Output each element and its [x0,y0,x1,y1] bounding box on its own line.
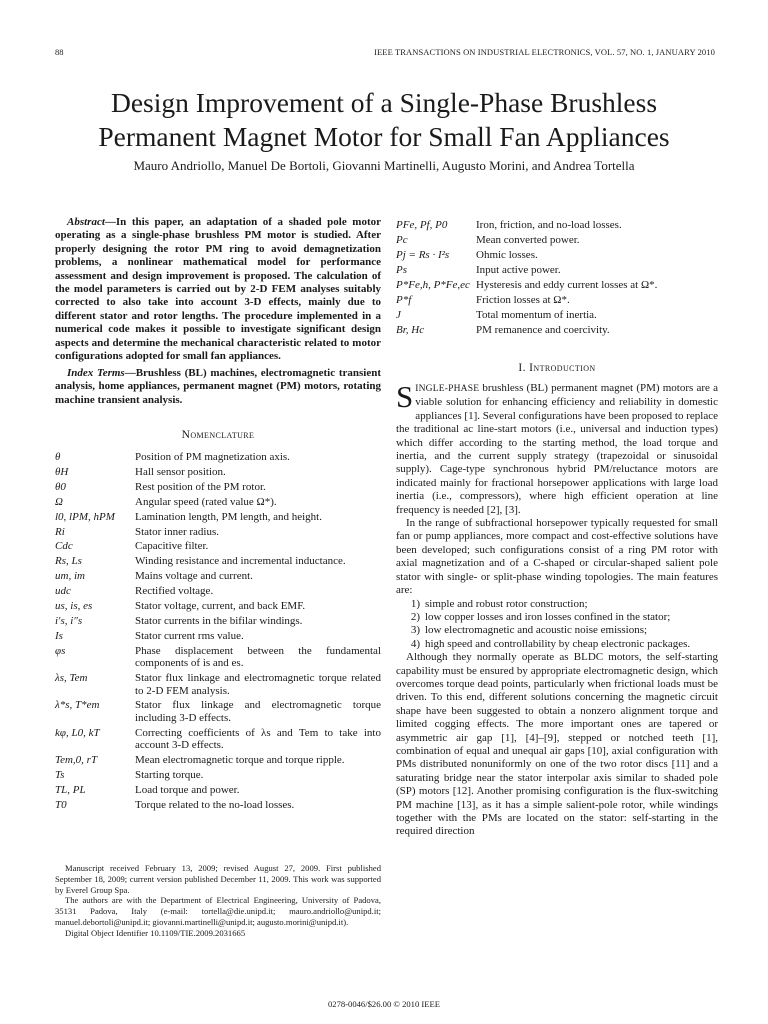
nomenclature-desc: Position of PM magnetization axis. [135,451,290,463]
nomenclature-desc: Mean electromagnetic torque and torque ripple. [135,754,345,767]
drop-cap: S [396,379,414,414]
nomenclature-symbol: Ps [396,264,407,276]
intro-paragraph-3: Although they normally operate as BLDC motors, the self-starting capability must be ensured by appropriate electromagnetic design, which overcomes torque dead points, particularly when frictional loads must be driven. To this end, different solutions concerning the magnetic circuit shape have been suggested to obtain a nonzero alignment torque and limited cogging effects. The more important ones are tapered or asymmetric air gap [1], [4]–[9], stepped or notched teeth [1], combination of equal and unequal air gaps [10], axial configuration with PMs distributed nonuniformly on one of the two rotor discs [11] and a saturating bridge near the stator interpolar axis similar to shaded pole (SP) motors [12]. Another promising configuration is the flux-switching PM machine [13], as it has a simple salient-pole rotor, while windings together with the PMs are located on the stator: self-starting in the required direction [396,651,718,838]
nomenclature-desc: Starting torque. [135,768,204,781]
nomenclature-desc: Input active power. [476,264,561,276]
nomenclature-desc: Load torque and power. [135,783,240,796]
nomenclature-desc: PM remanence and coercivity. [476,324,610,336]
feature-text: simple and robust rotor construction; [425,597,588,610]
nomenclature-desc: Stator current rms value. [135,629,244,642]
nomenclature-item [55,481,381,493]
nomenclature-desc: Mean converted power. [476,234,580,246]
title-line-2: Permanent Magnet Motor for Small Fan Appliances [98,121,670,152]
nomenclature-symbol: T0 [55,798,67,811]
nomenclature-symbol: Ts [55,768,65,781]
nomenclature-desc: Hysteresis and eddy current losses at Ω*. [476,279,658,291]
nomenclature-symbol: kφ, L0, kT [55,726,100,739]
nomenclature-desc: Phase displacement between the fundamental components of is and es. [135,644,381,670]
nomenclature-list [55,451,381,814]
nomenclature-item [55,672,381,697]
nomenclature-symbol: Tem,0, rT [55,754,98,767]
nomenclature-item [55,727,381,752]
feature-number: 3) [410,624,420,637]
nomenclature-desc: Stator voltage, current, and back EMF. [135,600,306,613]
nomenclature-symbol: Pc [396,234,408,246]
nomenclature-symbol: us, is, es [55,600,93,613]
nomenclature-desc: Correcting coefficients of λs and Tem to take into account 3-D effects. [135,726,381,752]
nomenclature-symbol: Rs, Ls [55,555,82,568]
nomenclature-item [396,264,718,276]
feature-item [396,598,718,611]
nomenclature-item [55,526,381,538]
feature-item [396,624,718,637]
nomenclature-desc: Capacitive filter. [135,540,209,553]
nomenclature-symbol: θ [55,451,61,463]
nomenclature-symbol: Cdc [55,540,73,553]
nomenclature-item [55,769,381,781]
nomenclature-desc: Stator flux linkage and electromagnetic torque including 3-D effects. [135,699,381,724]
nomenclature-symbol: J [396,309,401,321]
page-number: 88 [55,47,64,57]
nomenclature-item [55,645,381,670]
nomenclature-item [55,451,381,463]
nomenclature-symbol: Is [55,629,63,642]
nomenclature-symbol: Pj = Rs · I²s [396,249,450,261]
nomenclature-item [396,234,718,246]
nomenclature-symbol: φs [55,644,66,657]
feature-item [396,611,718,624]
nomenclature-continued [396,219,718,339]
index-terms [55,367,381,407]
nomenclature-symbol: i′s, i″s [55,614,83,627]
feature-item [396,638,718,651]
nomenclature-item [396,279,718,291]
nomenclature-desc: Winding resistance and incremental inductance. [135,555,346,568]
abstract-label: Abstract [67,216,105,228]
nomenclature-item [396,219,718,231]
nomenclature-symbol: Br, Hc [396,324,425,336]
footnote-doi: Digital Object Identifier 10.1109/TIE.2009.2031665 [65,927,246,938]
intro-lead-caps: INGLE-PHASE [415,384,480,394]
nomenclature-desc: Total momentum of inertia. [476,309,597,321]
nomenclature-symbol: λ*s, T*em [55,699,100,712]
nomenclature-item [55,754,381,766]
nomenclature-desc: Stator flux linkage and electromagnetic torque related to 2-D FEM analysis. [135,672,381,697]
nomenclature-symbol: PFe, Pf, P0 [396,219,448,231]
nomenclature-symbol: um, im [55,570,85,583]
feature-number: 4) [410,637,420,650]
intro-paragraph-1-text: brushless (BL) permanent magnet (PM) motors are a viable solution for enhancing efficiency and reliability in domestic appliances [1]. Several configurations have been proposed to replace the traditional ac line-start motors (i.e., universal and induction types) which differ according to the starting method, the load torque and inertia, and the current supply strategy (trapezoidal or sinusoidal supply). Cage-type synchronous hybrid PM/reluctance motors are indicated mainly for fractional horsepower applications with large load inertia (i.e., compressors), where high efficient operation at line frequency is needed [2], [3]. [396,382,718,516]
nomenclature-desc: Torque related to the no-load losses. [135,798,295,811]
section-heading-introduction: I. Introduction [518,362,596,374]
title-line-1: Design Improvement of a Single-Phase Brushless [110,87,658,118]
intro-paragraph-1 [396,379,718,517]
nomenclature-desc: Stator currents in the bifilar windings. [135,614,303,627]
nomenclature-desc: Rest position of the PM rotor. [135,480,266,493]
nomenclature-symbol: θH [55,465,69,478]
nomenclature-item [55,799,381,811]
nomenclature-item [55,466,381,478]
nomenclature-item [55,600,381,612]
feature-number: 2) [410,610,420,623]
nomenclature-item [396,294,718,306]
intro-paragraph-2: In the range of subfractional horsepower typically requested for small fan or pump appliances, more compact and cost-effective solutions have been developed; such configurations consist of a ring PM rotor with axial magnetization and of a C-shaped or circular-shaped salient pole stator with single- or split-phase winding topologies. The main features are: [396,517,718,597]
footnote [55,863,381,939]
nomenclature-item [55,511,381,523]
nomenclature-symbol: l0, lPM, hPM [55,510,115,523]
index-terms-text: —Brushless (BL) machines, electromagnetic transient analysis, home appliances, permanent magnet (PM) motors, rotating machine transient analysis. [55,367,381,406]
nomenclature-symbol: TL, PL [55,783,86,796]
paper-title [30,86,738,154]
nomenclature-item [55,585,381,597]
nomenclature-item [55,496,381,508]
feature-text: low electromagnetic and acoustic noise emissions; [425,624,648,637]
nomenclature-symbol: Ω [55,495,63,508]
footnote-manuscript: Manuscript received February 13, 2009; revised August 27, 2009. First published September 18, 2009; current version published December 11, 2009. This work was supported by Everel Group Spa. [55,863,381,895]
nomenclature-symbol: λs, Tem [55,672,88,685]
nomenclature-item [55,555,381,567]
author-list: Mauro Andriollo, Manuel De Bortoli, Giovanni Martinelli, Augusto Morini, and Andrea Tortella [133,158,635,173]
nomenclature-item [55,540,381,552]
abstract-text: —In this paper, an adaptation of a shaded pole motor operating as a single-phase brushless PM motor is studied. After properly designing the rotor PM ring to avoid demagnetization problems, a nonlinear mathematical model for performance assessment and design improvement is proposed. The calculation of the model parameters is carried out by 2-D FEM analyses suitably corrected to also take into account 3-D effects, mainly due to different stator and rotor lengths. The procedure implemented in a numerical code makes it possible to investigate significant design aspects and determine the mechanical characteristic related to motor configurations adopted for small fan appliances. [55,216,381,363]
nomenclature-symbol: P*f [396,294,412,306]
nomenclature-item [55,615,381,627]
nomenclature-item [396,324,718,336]
nomenclature-symbol: udc [55,585,71,598]
nomenclature-item [55,784,381,796]
feature-text: low copper losses and iron losses confined in the stator; [425,610,671,623]
nomenclature-heading: Nomenclature [181,429,255,441]
nomenclature-desc: Stator inner radius. [135,525,220,538]
footnote-affiliation: The authors are with the Department of Electrical Engineering, University of Padova, 35131 Padova, Italy (e-mail: tortella@die.unipd.it; mauro.andriollo@unipd.it; manuel.debortoli@unipd.it; giovanni.martinelli@unipd.it; augusto.morini@unipd.it). [55,895,381,927]
nomenclature-desc: Mains voltage and current. [135,570,253,583]
nomenclature-desc: Rectified voltage. [135,585,214,598]
nomenclature-item [396,309,718,321]
nomenclature-symbol: P*Fe,h, P*Fe,ec [396,279,470,291]
nomenclature-desc: Lamination length, PM length, and height. [135,510,322,523]
nomenclature-symbol: θ0 [55,480,66,493]
nomenclature-item [396,249,718,261]
feature-list [396,598,718,652]
feature-number: 1) [410,597,420,610]
nomenclature-desc: Iron, friction, and no-load losses. [476,219,622,231]
nomenclature-item [55,630,381,642]
introduction-body [396,379,718,839]
nomenclature-item [55,699,381,724]
nomenclature-desc: Ohmic losses. [476,249,538,261]
index-terms-label: Index Terms [67,367,125,379]
nomenclature-desc: Hall sensor position. [135,465,226,478]
feature-text: high speed and controllability by cheap electronic packages. [425,637,691,650]
nomenclature-desc: Angular speed (rated value Ω*). [135,495,277,508]
nomenclature-desc: Friction losses at Ω*. [476,294,570,306]
copyright-line: 0278-0046/$26.00 © 2010 IEEE [327,999,441,1009]
nomenclature-item [55,570,381,582]
journal-header: IEEE TRANSACTIONS ON INDUSTRIAL ELECTRONICS, VOL. 57, NO. 1, JANUARY 2010 [374,47,715,57]
abstract [55,216,381,363]
nomenclature-symbol: Ri [55,525,65,538]
